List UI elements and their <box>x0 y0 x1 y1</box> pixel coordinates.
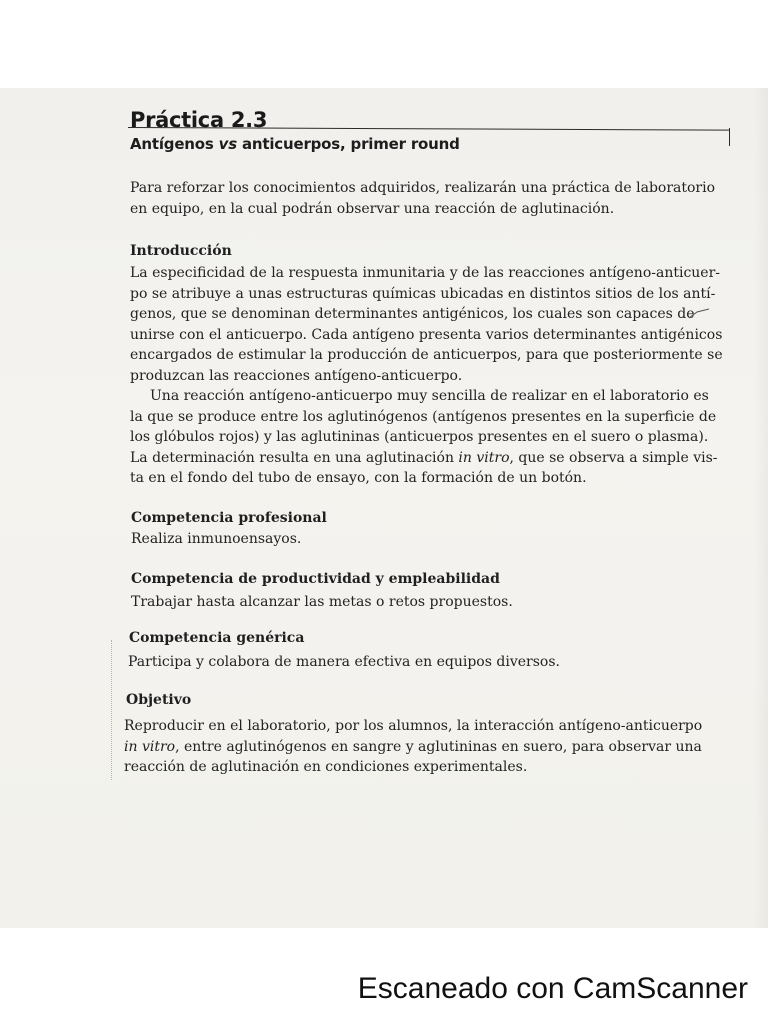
paragraph-line: Realiza inmunoensayos. <box>131 531 302 547</box>
paragraph-line: Participa y colabora de manera efectiva en equipos diversos. <box>128 654 560 670</box>
scan-background-top <box>0 0 768 88</box>
competencia-generica-text <box>128 652 728 673</box>
intro-line: en equipo, en la cual podrán observar una reacción de aglutinación. <box>130 200 615 217</box>
camscanner-watermark: Escaneado con CamScanner <box>357 972 748 1005</box>
paragraph-line: Reproducir en el laboratorio, por los alumnos, la interacción antígeno-anticuerpo <box>124 718 703 734</box>
paper-edge-shadow <box>754 88 768 928</box>
paragraph-line: reacción de aglutinación en condiciones experimentales. <box>124 759 528 775</box>
paragraph-line: La especificidad de la respuesta inmunitaria y de las reacciones antígeno-anticuer- <box>130 265 721 281</box>
paragraph-line <box>124 737 744 758</box>
competencia-productividad-heading: Competencia de productividad y empleabilidad <box>131 571 500 587</box>
objetivo-paragraph <box>124 716 744 778</box>
introduccion-paragraph-1 <box>130 263 730 386</box>
paragraph-line: la que se produce entre los aglutinógenos (antígenos presentes en la superficie de <box>130 408 717 425</box>
competencia-productividad-text <box>131 592 731 613</box>
paragraph-line <box>130 448 730 469</box>
practice-title: Práctica 2.3 <box>130 108 268 132</box>
objetivo-heading: Objetivo <box>126 692 192 708</box>
competencia-profesional-text <box>131 529 731 550</box>
subtitle-part1: Antígenos <box>130 135 219 153</box>
text-run: , que se observa a simple vis- <box>509 449 718 466</box>
title-rule-tick <box>729 128 730 146</box>
italic-term: in vitro <box>124 738 176 755</box>
text-run: , entre aglutinógenos en sangre y aglutininas en suero, para observar una <box>175 738 702 755</box>
paragraph-line: los glóbulos rojos) y las aglutininas (anticuerpos presentes en el suero o plasma). <box>130 429 709 445</box>
competencia-profesional-heading: Competencia profesional <box>131 510 327 526</box>
paragraph-line: genos, que se denominan determinantes antigénicos, los cuales son capaces de <box>130 306 695 322</box>
intro-paragraph <box>130 178 730 219</box>
subtitle-vs: vs <box>218 135 237 153</box>
paragraph-line: produzcan las reacciones antígeno-anticuerpo. <box>130 367 463 384</box>
subtitle-part2: anticuerpos, primer round <box>236 135 460 153</box>
introduccion-paragraph-2 <box>130 386 730 489</box>
paragraph-line: po se atribuye a unas estructuras químicas ubicadas en distintos sitios de los antí- <box>130 285 716 302</box>
pen-check-mark <box>688 308 710 320</box>
paragraph-line: ta en el fondo del tubo de ensayo, con la formación de un botón. <box>130 470 587 486</box>
italic-term: in vitro <box>458 449 510 466</box>
paragraph-line: unirse con el anticuerpo. Cada antígeno presenta varios determinantes antigénicos <box>130 326 723 343</box>
intro-line: Para reforzar los conocimientos adquiridos, realizarán una práctica de laboratorio <box>130 180 716 196</box>
paragraph-line: encargados de estimular la producción de anticuerpos, para que posteriormente se <box>130 347 723 363</box>
competencia-generica-heading: Competencia genérica <box>129 630 305 646</box>
paragraph-line: Trabajar hasta alcanzar las metas o retos propuestos. <box>131 594 513 610</box>
practice-subtitle <box>130 135 460 153</box>
margin-dots <box>111 640 114 780</box>
paragraph-line: Una reacción antígeno-anticuerpo muy sencilla de realizar en el laboratorio es <box>150 388 709 404</box>
introduccion-heading: Introducción <box>130 243 232 259</box>
text-run: La determinación resulta en una aglutinación <box>130 449 459 466</box>
